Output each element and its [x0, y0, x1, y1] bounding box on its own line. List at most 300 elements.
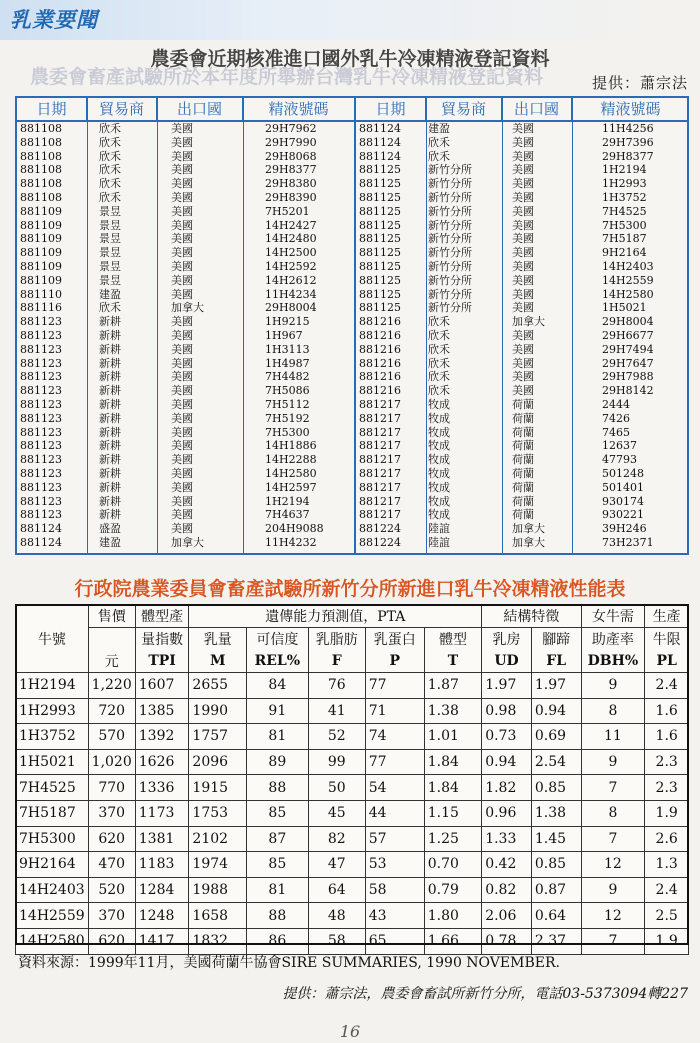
- cell-type: 0.79: [424, 877, 481, 903]
- header-price-spacer: [88, 628, 135, 651]
- registration-row: [356, 357, 689, 371]
- registration-row: [356, 536, 689, 550]
- reg-semen-code: 1H5021: [602, 301, 647, 315]
- reg-trader: 牧成: [428, 453, 450, 467]
- reg-date: 881123: [20, 480, 62, 494]
- table-row: [16, 775, 689, 801]
- reg-trader: 新耕: [99, 411, 121, 425]
- cell-feet: 0.85: [531, 775, 581, 801]
- reg-date: 881123: [20, 466, 62, 480]
- reg-country: 美國: [171, 397, 193, 411]
- cell-tpi: 1183: [135, 852, 189, 878]
- reg-country: 美國: [512, 370, 534, 384]
- reg-semen-code: 7426: [602, 411, 630, 425]
- cell-type: 1.66: [424, 928, 481, 954]
- reg-semen-code: 29H7990: [265, 135, 317, 149]
- reg-semen-code: 29H7647: [602, 356, 654, 370]
- cell-bull-id: 1H5021: [16, 749, 89, 775]
- reg-date: 881125: [359, 204, 401, 218]
- cell-price: 620: [88, 826, 135, 852]
- reg-trader: 新竹分所: [428, 259, 472, 273]
- header-bull-id: 牛號: [16, 605, 89, 673]
- reg-date: 881224: [359, 535, 401, 549]
- header-code: 精液號碼: [268, 100, 329, 118]
- cell-tpi: 1417: [135, 928, 189, 954]
- reg-country: 美國: [512, 218, 534, 232]
- cell-dbh: 9: [581, 673, 645, 699]
- reg-country: 美國: [171, 328, 193, 342]
- reg-trader: 牧成: [428, 397, 450, 411]
- reg-trader: 欣禾: [99, 177, 121, 191]
- reg-trader: 新耕: [99, 356, 121, 370]
- reg-date: 881123: [20, 397, 62, 411]
- cell-feet: 0.64: [531, 903, 581, 929]
- registration-row: [356, 522, 689, 536]
- reg-semen-code: 14H2559: [602, 273, 654, 287]
- reg-trader: 新耕: [99, 425, 121, 439]
- reg-trader: 陸誼: [428, 522, 450, 536]
- cell-milk: 1974: [189, 852, 247, 878]
- reg-country: 美國: [171, 246, 193, 260]
- reg-trader: 新耕: [99, 466, 121, 480]
- cell-pl: 2.4: [645, 673, 689, 699]
- reg-trader: 建盈: [428, 122, 450, 135]
- registration-row: [17, 150, 354, 164]
- reg-country: 荷蘭: [512, 494, 534, 508]
- cell-fat: 50: [308, 775, 365, 801]
- cell-udder: 1.82: [482, 775, 532, 801]
- cell-price: 620: [88, 928, 135, 954]
- reg-trader: 景昱: [99, 246, 121, 260]
- reg-country: 加拿大: [171, 535, 204, 549]
- reg-semen-code: 14H2580: [602, 287, 654, 301]
- reg-date: 881125: [359, 259, 401, 273]
- header-tpi-2: 量指數: [135, 628, 189, 651]
- reg-trader: 欣禾: [99, 122, 121, 135]
- reg-semen-code: 14H2480: [265, 232, 317, 246]
- reg-country: 美國: [171, 439, 193, 453]
- reg-trader: 新耕: [99, 494, 121, 508]
- cell-udder: 2.06: [482, 903, 532, 929]
- registration-row: [356, 219, 689, 233]
- reg-trader: 欣禾: [99, 135, 121, 149]
- reg-date: 881125: [359, 177, 401, 191]
- cell-type: 1.87: [424, 673, 481, 699]
- registration-row: [356, 122, 689, 136]
- registration-row: [17, 315, 354, 329]
- cell-milk: 2102: [189, 826, 247, 852]
- reg-date: 881217: [359, 397, 401, 411]
- reg-semen-code: 29H8380: [265, 177, 317, 191]
- reg-semen-code: 9H2164: [602, 246, 647, 260]
- reg-semen-code: 11H4232: [265, 535, 317, 549]
- reg-trader: 牧成: [428, 494, 450, 508]
- reg-country: 美國: [171, 356, 193, 370]
- header-milk-code: M: [189, 650, 247, 673]
- cell-price: 720: [88, 698, 135, 724]
- registration-table: [15, 96, 689, 555]
- reg-country: 美國: [512, 122, 534, 135]
- registration-row: [17, 177, 354, 191]
- cell-dbh: 7: [581, 775, 645, 801]
- reg-semen-code: 14H2403: [602, 259, 654, 273]
- reg-trader: 新竹分所: [428, 246, 472, 260]
- reg-country: 美國: [512, 163, 534, 177]
- reg-country: 美國: [171, 273, 193, 287]
- reg-semen-code: 29H8068: [265, 149, 317, 163]
- registration-rows-right: [356, 122, 689, 550]
- reg-country: 美國: [512, 342, 534, 356]
- reg-trader: 新耕: [99, 328, 121, 342]
- reg-country: 美國: [171, 411, 193, 425]
- reg-trader: 牧成: [428, 411, 450, 425]
- header-price-unit: 元: [88, 650, 135, 673]
- reg-date: 881217: [359, 411, 401, 425]
- reg-trader: 欣禾: [428, 370, 450, 384]
- reg-country: 美國: [171, 342, 193, 356]
- cell-udder: 0.78: [482, 928, 532, 954]
- registration-row: [356, 260, 689, 274]
- reg-date: 881217: [359, 425, 401, 439]
- cell-price: 470: [88, 852, 135, 878]
- reg-date: 881109: [20, 246, 62, 260]
- reg-country: 荷蘭: [512, 439, 534, 453]
- cell-protein: 74: [365, 724, 424, 750]
- header-trader: 貿易商: [426, 98, 502, 120]
- cell-dbh: 8: [581, 800, 645, 826]
- cell-dbh: 9: [581, 877, 645, 903]
- registration-row: [17, 191, 354, 205]
- cell-fat: 47: [308, 852, 365, 878]
- cell-fat: 45: [308, 800, 365, 826]
- reg-trader: 景昱: [99, 232, 121, 246]
- reg-country: 美國: [512, 259, 534, 273]
- reg-country: 美國: [171, 522, 193, 536]
- reg-country: 美國: [512, 177, 534, 191]
- reg-trader: 牧成: [428, 466, 450, 480]
- cell-tpi: 1173: [135, 800, 189, 826]
- cell-bull-id: 14H2580: [16, 928, 89, 954]
- cell-bull-id: 14H2403: [16, 877, 89, 903]
- reg-trader: 新耕: [99, 508, 121, 522]
- reg-date: 881217: [359, 453, 401, 467]
- cell-feet: 0.94: [531, 698, 581, 724]
- header-udder: 乳房: [482, 628, 532, 651]
- cell-udder: 0.98: [482, 698, 532, 724]
- cell-rel: 88: [246, 903, 308, 929]
- reg-semen-code: 14H2500: [265, 246, 317, 260]
- cell-rel: 89: [246, 749, 308, 775]
- cell-dbh: 7: [581, 928, 645, 954]
- cell-milk: 2655: [189, 673, 247, 699]
- cell-type: 1.15: [424, 800, 481, 826]
- registration-rows-left: [17, 122, 354, 550]
- reg-semen-code: 2444: [602, 397, 630, 411]
- table-row: [16, 800, 689, 826]
- cell-feet: 0.85: [531, 852, 581, 878]
- cell-milk: 1658: [189, 903, 247, 929]
- table-row: [16, 877, 689, 903]
- cell-tpi: 1626: [135, 749, 189, 775]
- reg-date: 881217: [359, 508, 401, 522]
- cell-fat: 48: [308, 903, 365, 929]
- reg-country: 美國: [171, 494, 193, 508]
- reg-country: 美國: [512, 190, 534, 204]
- reg-country: 荷蘭: [512, 508, 534, 522]
- table-row: [16, 724, 689, 750]
- reg-semen-code: 7H4482: [265, 370, 310, 384]
- cell-milk: 1832: [189, 928, 247, 954]
- performance-table: [15, 604, 689, 955]
- reg-trader: 欣禾: [428, 384, 450, 398]
- registration-row: [17, 453, 354, 467]
- cell-bull-id: 1H2194: [16, 673, 89, 699]
- reg-trader: 欣禾: [428, 315, 450, 329]
- reg-date: 881123: [20, 384, 62, 398]
- registration-row: [17, 219, 354, 233]
- header-rel-code: REL%: [246, 650, 308, 673]
- header-band: [0, 0, 700, 40]
- header-code: 精液號碼: [600, 100, 661, 118]
- cell-pl: 1.9: [645, 928, 689, 954]
- header-country: 出口國: [157, 98, 243, 120]
- registration-row: [17, 536, 354, 550]
- cell-protein: 77: [365, 749, 424, 775]
- cell-tpi: 1248: [135, 903, 189, 929]
- reg-country: 美國: [512, 384, 534, 398]
- registration-row: [17, 357, 354, 371]
- reg-date: 881216: [359, 342, 401, 356]
- cell-dbh: 12: [581, 852, 645, 878]
- reg-semen-code: 1H4987: [265, 356, 310, 370]
- reg-country: 加拿大: [512, 522, 545, 536]
- column-rule: [243, 98, 244, 553]
- reg-semen-code: 29H8142: [602, 384, 654, 398]
- registration-row: [17, 232, 354, 246]
- cell-rel: 88: [246, 775, 308, 801]
- performance-rows: [16, 673, 689, 955]
- cell-udder: 1.97: [482, 673, 532, 699]
- cell-feet: 0.87: [531, 877, 581, 903]
- column-rule: [502, 98, 503, 553]
- cell-udder: 0.73: [482, 724, 532, 750]
- registration-row: [356, 205, 689, 219]
- reg-date: 881125: [359, 287, 401, 301]
- table-row: [16, 852, 689, 878]
- registration-row: [356, 232, 689, 246]
- reg-trader: 新竹分所: [428, 204, 472, 218]
- cell-feet: 1.45: [531, 826, 581, 852]
- cell-type: 1.80: [424, 903, 481, 929]
- registration-row: [356, 163, 689, 177]
- cell-pl: 2.3: [645, 775, 689, 801]
- reg-trader: 欣禾: [428, 328, 450, 342]
- registration-row: [17, 205, 354, 219]
- reg-semen-code: 501248: [602, 466, 644, 480]
- registration-row: [356, 467, 689, 481]
- reg-semen-code: 29H6677: [602, 328, 654, 342]
- header-pl-code: PL: [645, 650, 689, 673]
- reg-trader: 陸誼: [428, 535, 450, 549]
- registration-row: [17, 301, 354, 315]
- reg-semen-code: 7H5201: [265, 204, 310, 218]
- reg-semen-code: 11H4234: [265, 287, 317, 301]
- cell-fat: 58: [308, 928, 365, 954]
- reg-date: 881123: [20, 328, 62, 342]
- cell-protein: 71: [365, 698, 424, 724]
- cell-tpi: 1385: [135, 698, 189, 724]
- cell-protein: 58: [365, 877, 424, 903]
- reg-semen-code: 14H2597: [265, 480, 317, 494]
- cell-dbh: 7: [581, 826, 645, 852]
- cell-price: 370: [88, 800, 135, 826]
- reg-trader: 景昱: [99, 218, 121, 232]
- reg-date: 881123: [20, 356, 62, 370]
- registration-row: [356, 398, 689, 412]
- registration-row: [17, 163, 354, 177]
- reg-trader: 新竹分所: [428, 273, 472, 287]
- cell-dbh: 12: [581, 903, 645, 929]
- reg-date: 881124: [359, 122, 401, 135]
- header-price: 售價: [88, 605, 135, 628]
- reg-date: 881123: [20, 370, 62, 384]
- reg-trader: 新竹分所: [428, 232, 472, 246]
- cell-udder: 0.82: [482, 877, 532, 903]
- cell-feet: 1.38: [531, 800, 581, 826]
- reg-date: 881216: [359, 370, 401, 384]
- reg-semen-code: 29H8004: [265, 301, 317, 315]
- registration-row: [356, 412, 689, 426]
- reg-trader: 新耕: [99, 439, 121, 453]
- reg-trader: 盛盈: [99, 522, 121, 536]
- reg-semen-code: 14H2592: [265, 259, 317, 273]
- reg-trader: 牧成: [428, 439, 450, 453]
- cell-fat: 41: [308, 698, 365, 724]
- reg-date: 881224: [359, 522, 401, 536]
- registration-row: [356, 136, 689, 150]
- cell-fat: 52: [308, 724, 365, 750]
- table-row: [16, 903, 689, 929]
- registration-header-right: [356, 98, 689, 122]
- reg-date: 881123: [20, 315, 62, 329]
- registration-row: [356, 246, 689, 260]
- registration-title: 農委會近期核准進口國外乳牛冷凍精液登記資料: [150, 48, 550, 70]
- reg-trader: 牧成: [428, 480, 450, 494]
- reg-semen-code: 39H246: [602, 522, 647, 536]
- header-dbh: 女牛需: [581, 605, 645, 628]
- reg-semen-code: 14H1886: [265, 439, 317, 453]
- reg-semen-code: 29H7396: [602, 135, 654, 149]
- reg-trader: 牧成: [428, 508, 450, 522]
- registration-row: [356, 177, 689, 191]
- header-feet-code: FL: [531, 650, 581, 673]
- reg-semen-code: 29H8377: [265, 163, 317, 177]
- cell-dbh: 11: [581, 724, 645, 750]
- registration-row: [17, 260, 354, 274]
- table-row: [16, 749, 689, 775]
- cell-pl: 2.5: [645, 903, 689, 929]
- reg-date: 881109: [20, 232, 62, 246]
- reg-country: 荷蘭: [512, 411, 534, 425]
- cell-milk: 2096: [189, 749, 247, 775]
- page-number: 16: [339, 1022, 361, 1041]
- reg-semen-code: 29H7962: [265, 122, 317, 135]
- registration-provider: 提供：蕭宗法: [591, 74, 688, 92]
- data-source: 資料來源：1999年11月，美國荷蘭牛協會SIRE SUMMARIES, 1990 NOVEMBER.: [18, 955, 560, 971]
- reg-trader: 新耕: [99, 480, 121, 494]
- registration-row: [17, 398, 354, 412]
- header-dbh-2: 助產率: [581, 628, 645, 651]
- reg-country: 美國: [512, 356, 534, 370]
- header-pl: 生產: [645, 605, 689, 628]
- reg-trader: 景昱: [99, 204, 121, 218]
- reg-trader: 新耕: [99, 384, 121, 398]
- cell-pl: 1.3: [645, 852, 689, 878]
- reg-country: 美國: [171, 508, 193, 522]
- header-date: 日期: [17, 98, 87, 120]
- reg-date: 881124: [359, 135, 401, 149]
- cell-price: 1,020: [88, 749, 135, 775]
- cell-milk: 1753: [189, 800, 247, 826]
- reg-semen-code: 7H5086: [265, 384, 310, 398]
- reg-trader: 新竹分所: [428, 190, 472, 204]
- reg-semen-code: 1H2194: [265, 494, 310, 508]
- column-rule: [572, 98, 573, 553]
- reg-semen-code: 930221: [602, 508, 644, 522]
- cell-rel: 81: [246, 724, 308, 750]
- reg-date: 881216: [359, 384, 401, 398]
- cell-type: 1.38: [424, 698, 481, 724]
- reg-trader: 新耕: [99, 397, 121, 411]
- registration-row: [356, 370, 689, 384]
- reg-country: 美國: [171, 218, 193, 232]
- cell-bull-id: 14H2559: [16, 903, 89, 929]
- header-feet: 腳蹄: [531, 628, 581, 651]
- header-date: 日期: [356, 98, 426, 120]
- cell-bull-id: 1H2993: [16, 698, 89, 724]
- header-fat-code: F: [308, 650, 365, 673]
- registration-row: [356, 301, 689, 315]
- reg-semen-code: 14H2612: [265, 273, 317, 287]
- reg-country: 美國: [171, 480, 193, 494]
- cell-bull-id: 9H2164: [16, 852, 89, 878]
- header-fat: 乳脂肪: [308, 628, 365, 651]
- reg-trader: 新耕: [99, 370, 121, 384]
- reg-country: 美國: [171, 259, 193, 273]
- reg-semen-code: 73H2371: [602, 535, 654, 549]
- header-udder-code: UD: [482, 650, 532, 673]
- reg-country: 美國: [512, 135, 534, 149]
- cell-udder: 0.94: [482, 749, 532, 775]
- table-row: [16, 928, 689, 954]
- reg-semen-code: 1H3752: [602, 190, 647, 204]
- reg-trader: 景昱: [99, 273, 121, 287]
- cell-milk: 1757: [189, 724, 247, 750]
- reg-trader: 景昱: [99, 259, 121, 273]
- reg-country: 美國: [512, 149, 534, 163]
- reg-country: 美國: [512, 204, 534, 218]
- reg-semen-code: 7465: [602, 425, 630, 439]
- reg-country: 美國: [171, 190, 193, 204]
- cell-protein: 53: [365, 852, 424, 878]
- header-pta-group: 遺傳能力預測值，PTA: [189, 605, 482, 628]
- cell-tpi: 1392: [135, 724, 189, 750]
- cell-fat: 76: [308, 673, 365, 699]
- reg-trader: 牧成: [428, 425, 450, 439]
- cell-price: 370: [88, 903, 135, 929]
- reg-date: 881123: [20, 453, 62, 467]
- reg-country: 美國: [171, 163, 193, 177]
